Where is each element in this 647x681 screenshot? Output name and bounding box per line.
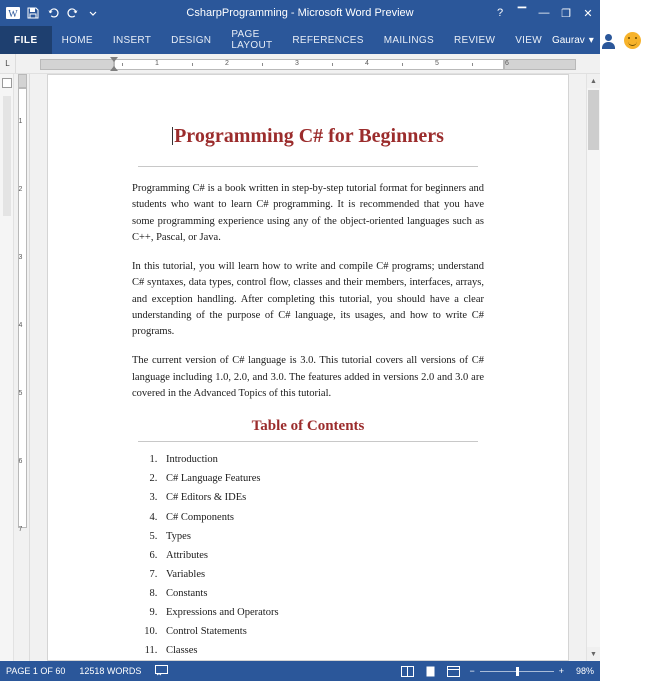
close-icon[interactable]: ✕ xyxy=(583,7,593,20)
account-area[interactable] xyxy=(552,26,647,54)
zoom-in-button[interactable]: + xyxy=(558,666,564,677)
web-layout-icon[interactable] xyxy=(446,665,461,678)
vruler-mark-3: 3 xyxy=(18,254,23,261)
help-icon[interactable]: ? xyxy=(496,7,504,19)
tab-references[interactable]: REFERENCES xyxy=(292,34,364,46)
horizontal-ruler-row xyxy=(0,54,600,74)
tab-page-layout[interactable]: PAGE LAYOUT xyxy=(231,29,273,51)
avatar[interactable] xyxy=(600,31,618,49)
paragraph-1: Programming C# is a book written in step-by-step tutorial format for beginners and students who want to learn C# programming. It is recommended that you have some programming experience using any of the object-oriented languages such as C++, Pascal, or Java. xyxy=(132,183,484,243)
window-title: CsharpProgramming - Microsoft Word Preview xyxy=(186,7,414,19)
print-layout-icon[interactable] xyxy=(423,665,438,678)
vruler-top-margin xyxy=(18,74,27,88)
vertical-ruler xyxy=(14,74,30,661)
ruler-left-margin xyxy=(40,59,114,70)
list-item[interactable]: 3. C# Editors & IDEs xyxy=(160,488,484,507)
word-logo-icon xyxy=(4,3,22,23)
tab-mailings[interactable]: MAILINGS xyxy=(383,34,434,46)
zoom-slider[interactable] xyxy=(469,666,564,676)
ribbon-display-options-icon[interactable]: ▔ xyxy=(517,7,527,20)
page-scroll-region[interactable] xyxy=(30,74,586,661)
document-heading-text: Programming C# for Beginners xyxy=(174,125,444,147)
toc-list xyxy=(132,450,484,660)
tab-file[interactable]: FILE xyxy=(0,26,52,54)
list-item[interactable]: 10. Control Statements xyxy=(160,622,484,641)
horizontal-ruler[interactable] xyxy=(16,54,586,73)
redo-icon[interactable] xyxy=(64,3,82,23)
minimize-icon[interactable]: — xyxy=(538,7,550,19)
ruler-mark-5: 5 xyxy=(435,60,439,67)
toc-divider xyxy=(138,441,478,442)
left-strip-bar xyxy=(3,96,11,216)
list-item[interactable]: 2. C# Language Features xyxy=(160,469,484,488)
vruler-mark-7: 7 xyxy=(18,526,23,533)
scroll-down-icon[interactable]: ▼ xyxy=(587,647,600,661)
word-count[interactable]: 12518 WORDS xyxy=(79,666,142,677)
ruler-text-area xyxy=(114,59,504,70)
document-heading xyxy=(76,125,540,148)
quick-access-toolbar[interactable] xyxy=(0,0,102,26)
tab-insert[interactable]: INSERT xyxy=(112,34,152,46)
chevron-down-icon[interactable]: ▾ xyxy=(588,34,594,46)
restore-icon[interactable]: ❐ xyxy=(561,7,571,20)
zoom-slider-thumb[interactable] xyxy=(516,667,519,676)
status-right-group xyxy=(400,665,594,678)
user-name-label: Gaurav xyxy=(551,34,585,46)
tab-design[interactable]: DESIGN xyxy=(171,34,212,46)
vruler-mark-5: 5 xyxy=(18,390,23,397)
ribbon-tab-bar xyxy=(0,26,600,54)
tab-stop-selector[interactable]: L xyxy=(0,54,16,73)
list-item[interactable]: 9. Expressions and Operators xyxy=(160,603,484,622)
customize-quick-access-icon[interactable] xyxy=(84,3,102,23)
status-bar xyxy=(0,661,600,681)
vruler-mark-1: 1 xyxy=(18,118,23,125)
vruler-mark-6: 6 xyxy=(18,458,23,465)
paragraph-3: The current version of C# language is 3.0. This tutorial covers all versions of C# language including 1.0, 2.0, and 3.0. The features added in versions 2.0 and 3.0 are covered in the Advanced Topics of this tutorial. xyxy=(132,355,484,399)
window-controls[interactable] xyxy=(492,0,600,26)
thumbnail-pane-toggle-icon[interactable] xyxy=(2,78,12,88)
scroll-up-icon[interactable]: ▲ xyxy=(587,74,600,88)
document-area xyxy=(0,74,600,661)
scrollbar-thumb[interactable] xyxy=(588,90,599,150)
ruler-mark-1: 1 xyxy=(155,60,159,67)
tab-view[interactable]: VIEW xyxy=(515,34,542,46)
user-name[interactable] xyxy=(552,35,594,46)
list-item[interactable]: 6. Attributes xyxy=(160,546,484,565)
save-icon[interactable] xyxy=(24,3,42,23)
heading-divider xyxy=(138,166,478,167)
read-mode-icon[interactable] xyxy=(400,665,415,678)
vruler-mark-2: 2 xyxy=(18,186,23,193)
list-item[interactable]: 7. Variables xyxy=(160,565,484,584)
document-page[interactable] xyxy=(47,74,569,661)
ruler-mark-6: 6 xyxy=(505,60,509,67)
vruler-mark-4: 4 xyxy=(18,322,23,329)
toc-heading: Table of Contents xyxy=(251,418,365,435)
undo-icon[interactable] xyxy=(44,3,62,23)
text-cursor xyxy=(172,127,173,145)
page-indicator[interactable]: PAGE 1 OF 60 xyxy=(6,666,66,677)
first-line-indent-marker[interactable] xyxy=(110,57,118,62)
svg-text:W: W xyxy=(8,9,18,20)
ruler-right-margin xyxy=(504,59,576,70)
feedback-smiley-icon[interactable] xyxy=(624,32,641,49)
list-item[interactable]: 1. Introduction xyxy=(160,450,484,469)
list-item[interactable]: 11. Classes xyxy=(160,641,484,660)
title-bar xyxy=(0,0,600,26)
zoom-level[interactable]: 98% xyxy=(575,666,594,677)
paragraph-2: In this tutorial, you will learn how to write and compile C# programs; understand C# syntaxes, data types, control flow, classes and their members, interfaces, arrays, and exception handling. After completing this tutorial, you should have a clear understanding of the purpose of C# language, its usages, and how to write C# programs. xyxy=(132,261,484,338)
vertical-scrollbar[interactable] xyxy=(586,74,600,661)
tab-review[interactable]: REVIEW xyxy=(453,34,496,46)
zoom-out-button[interactable]: − xyxy=(469,666,475,677)
ruler-mark-3: 3 xyxy=(295,60,299,67)
tab-home[interactable]: HOME xyxy=(61,34,93,46)
proofing-errors-icon[interactable] xyxy=(155,665,168,678)
list-item[interactable]: 5. Types xyxy=(160,527,484,546)
left-strip xyxy=(0,74,14,661)
hanging-indent-marker[interactable] xyxy=(110,66,118,71)
list-item[interactable]: 8. Constants xyxy=(160,584,484,603)
list-item[interactable]: 4. C# Components xyxy=(160,508,484,527)
ruler-mark-2: 2 xyxy=(225,60,229,67)
zoom-slider-track[interactable] xyxy=(480,671,554,672)
ruler-mark-4: 4 xyxy=(365,60,369,67)
